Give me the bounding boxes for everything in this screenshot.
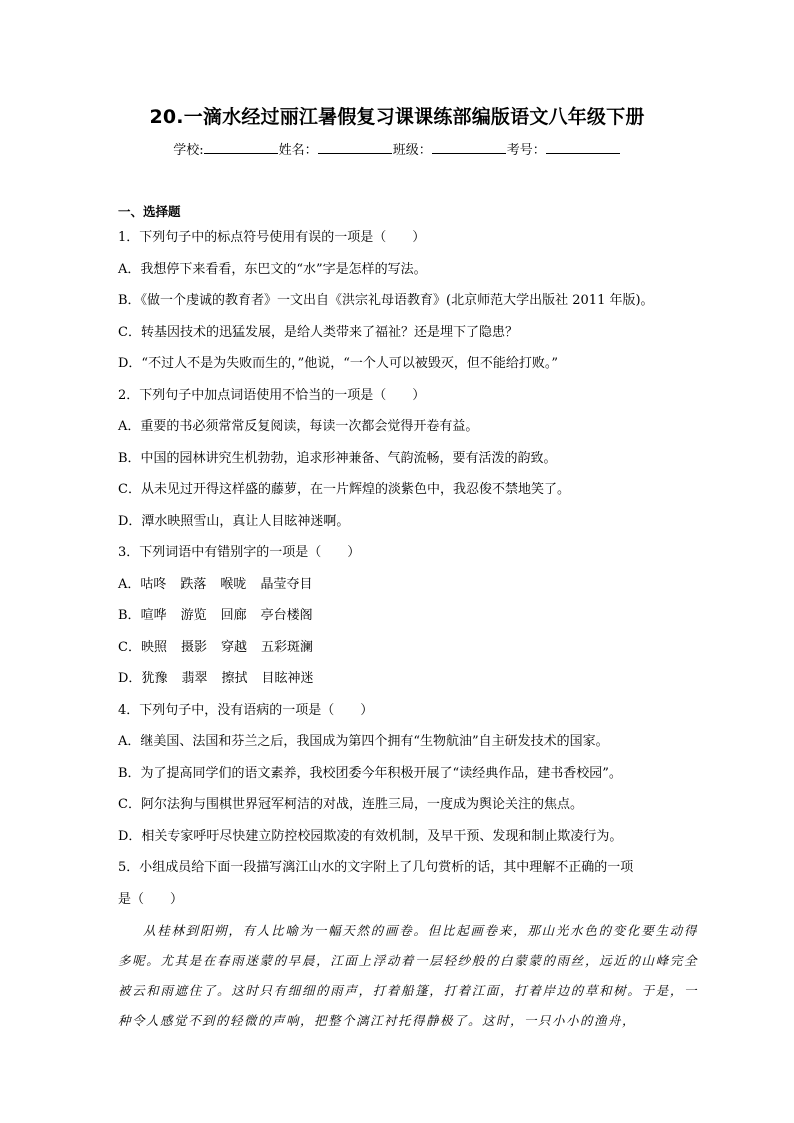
word: 亭台楼阁 [260, 608, 313, 623]
option-d[interactable]: D．潭水映照雪山，真让人目眩神迷啊。 [118, 513, 350, 529]
name-label: 姓名： [278, 143, 318, 158]
option-label: D． [118, 671, 142, 686]
word: 犹豫 [141, 671, 168, 686]
question-2 [118, 380, 698, 538]
option-d[interactable] [118, 663, 698, 695]
option-label: A． [118, 576, 141, 592]
option-b[interactable] [118, 600, 698, 632]
question-5 [118, 852, 698, 1066]
option-a[interactable] [118, 569, 698, 601]
word: 晶莹夺目 [260, 576, 313, 592]
question-stem-continued: 是（ ） [118, 891, 184, 907]
student-info-line [0, 139, 794, 158]
reading-passage: 从桂林到阳朔，有人比喻为一幅天然的画卷。但比起画卷来，那山光水色的变化要生动得多呢。尤其是在春雨迷蒙的早晨，江面上浮动着一层轻纱般的白蒙蒙的雨丝，远近的山峰完全被云和雨遮住了。这时只有细细的雨声，打着船篷，打着江面，打着岸边的草和树。于是，一种令人感觉不到的轻微的声响，把整个漓江衬托得静极了。这时，一只小小的渔舟， [118, 923, 698, 1028]
option-c[interactable]: C．从未见过开得这样盛的藤萝，在一片辉煌的淡紫色中，我忍俊不禁地笑了。 [118, 482, 570, 497]
word: 咕咚 [140, 576, 167, 592]
option-a[interactable]: A．我想停下来看看，东巴文的“水”字是怎样的写法。 [118, 261, 427, 277]
question-4 [118, 695, 698, 853]
option-b[interactable]: B．中国的园林讲究生机勃勃，追求形神兼备、气韵流畅，要有活泼的韵致。 [118, 450, 557, 466]
exam-no-blank[interactable] [546, 141, 620, 154]
word: 翡翠 [181, 671, 208, 686]
option-d[interactable]: D．相关专家呼吁尽快建立防控校园欺凌的有效机制，及早干预、发现和制止欺凌行为。 [118, 828, 623, 844]
word: 擦拭 [221, 671, 248, 686]
school-label: 学校: [173, 143, 204, 158]
question-1 [118, 222, 698, 380]
option-c[interactable]: C．转基因技术的迅猛发展，是给人类带来了福祉？还是埋下了隐患？ [118, 324, 518, 340]
school-blank[interactable] [204, 141, 278, 154]
document-title: 20.一滴水经过丽江暑假复习课课练部编版语文八年级下册 [149, 106, 645, 128]
section-heading: 一、选择题 [118, 204, 181, 219]
word: 摄影 [180, 639, 207, 655]
question-stem: 2．下列句子中加点词语使用不恰当的一项是（ ） [118, 387, 426, 403]
exam-no-label: 考号： [506, 143, 546, 158]
class-blank[interactable] [432, 141, 506, 154]
option-b[interactable]: B．《做一个虔诚的教育者》一文出自《洪宗礼母语教育》(北京师范大学出版社 2011 年版)。 [118, 293, 654, 308]
word: 喉咙 [220, 576, 247, 592]
word: 跌落 [180, 576, 207, 592]
question-stem: 5．小组成员给下面一段描写漓江山水的文字附上了几句赏析的话，其中理解不正确的一项 [118, 860, 634, 875]
word: 回廊 [220, 608, 247, 623]
word: 目眩神迷 [261, 671, 314, 686]
option-a[interactable]: A．继美国、法国和芬兰之后，我国成为第四个拥有“生物航油”自主研发技术的国家。 [118, 734, 609, 749]
word: 穿越 [220, 639, 247, 655]
name-blank[interactable] [318, 141, 392, 154]
question-stem: 4．下列句子中，没有语病的一项是（ ） [118, 702, 374, 718]
option-a[interactable]: A．重要的书必须常常反复阅读，每读一次都会觉得开卷有益。 [118, 419, 479, 434]
word: 游览 [180, 608, 207, 623]
question-stem: 3．下列词语中有错别字的一项是（ ） [118, 545, 361, 560]
option-d[interactable]: D．“不过人不是为失败而生的，”他说，“一个人可以被毁灭，但不能给打败。” [118, 356, 559, 371]
option-label: B． [118, 608, 141, 623]
word: 五彩斑澜 [261, 639, 314, 655]
option-c[interactable]: C．阿尔法狗与围棋世界冠军柯洁的对战，连胜三局，一度成为舆论关注的焦点。 [118, 797, 583, 812]
option-label: C． [118, 639, 141, 655]
option-c[interactable] [118, 632, 698, 664]
word: 喧哗 [140, 608, 167, 623]
question-3 [118, 537, 698, 695]
class-label: 班级： [392, 143, 432, 158]
question-content [118, 202, 698, 1066]
option-b[interactable]: B．为了提高同学们的语文素养，我校团委今年积极开展了“读经典作品，建书香校园”。 [118, 765, 622, 781]
question-stem: 1．下列句子中的标点符号使用有误的一项是（ ） [118, 230, 426, 245]
word: 映照 [140, 639, 167, 655]
